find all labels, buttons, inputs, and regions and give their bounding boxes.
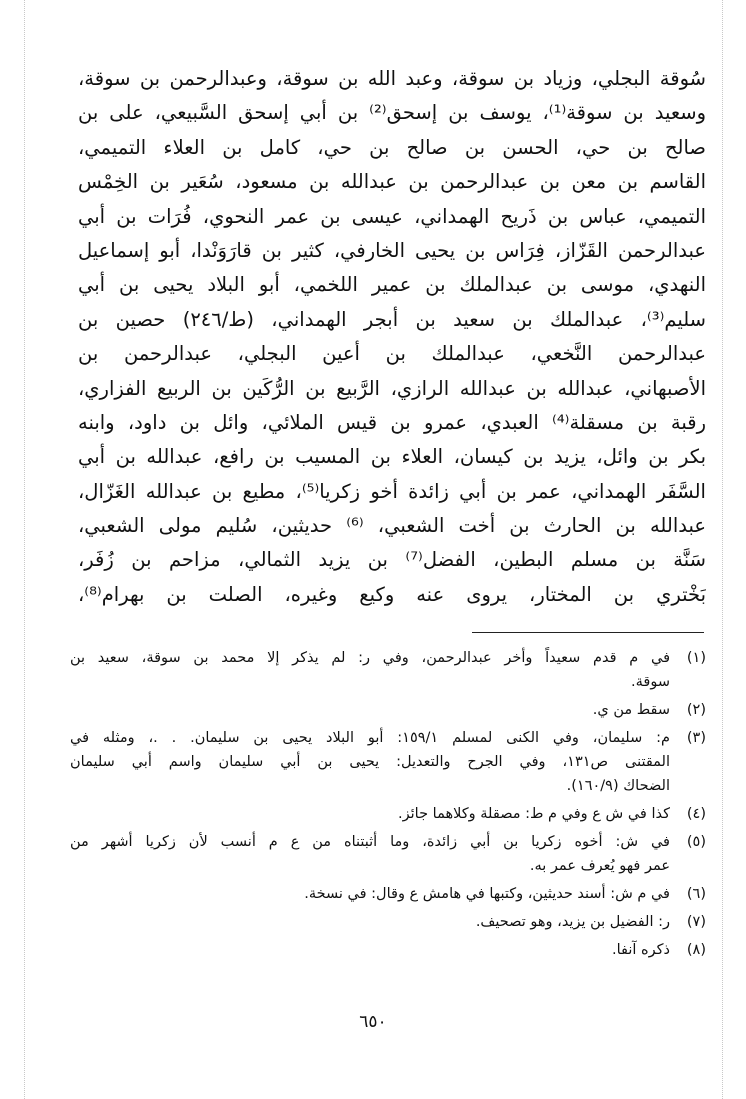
footnote-separator	[472, 632, 704, 633]
body-line-7: النهدي، موسى بن عبدالملك بن عمير اللخمي، أبو البلاد يحيى بن أبي	[78, 273, 706, 297]
footnote-line: في م ش: أسند حديثين، وكتبها في هامش ع وقال: في نسخة.	[304, 886, 670, 902]
footnote-2	[70, 698, 706, 722]
body-line-15: سَنَّة بن مسلم البطين، الفضل⁽⁷⁾ بن يزيد الثمالي، مزاحم بن زُفَر،	[78, 548, 706, 572]
body-line-2: وسعيد بن سوقة⁽¹⁾، يوسف بن إسحق⁽²⁾ بن أبي إسحق السَّبيعي، على بن	[78, 101, 706, 125]
footnote-line: كذا في ش ع وفي م ط: مصقلة وكلاهما جائز.	[398, 806, 670, 822]
footnote-line: في ش: أخوه زكريا بن أبي زائدة، وما أثبتناه من ع م أنسب لأن زكريا أشهر من	[70, 834, 670, 850]
footnote-number: (٦)	[686, 886, 706, 902]
footnote-6	[70, 882, 706, 906]
footnote-line: المقتنى ص١٣١، وفي الجرح والتعديل: يحيى بن أبي سليمان واسم أبي سليمان	[70, 754, 670, 770]
footnote-5	[70, 830, 706, 878]
footnote-number: (٣)	[686, 730, 706, 746]
body-line-3: صالح بن حي، الحسن بن صالح بن حي، كامل بن العلاء التميمي،	[78, 135, 706, 159]
footnote-line: في م قدم سعيداً وأخر عبدالرحمن، وفي ر: لم يذكر إلا محمد بن سوقة، سعيد بن	[70, 650, 670, 666]
footnote-line: سقط من ي.	[592, 702, 670, 718]
footnote-line: الضحاك (١٦٠/٩).	[566, 778, 670, 794]
scan-margin-left	[24, 0, 25, 1099]
footnote-number: (٢)	[686, 702, 706, 718]
footnote-number: (٧)	[686, 914, 706, 930]
footnote-4	[70, 802, 706, 826]
footnote-number: (٤)	[686, 806, 706, 822]
scan-margin-right	[722, 0, 723, 1099]
body-line-10: الأصبهاني، عبدالله بن عبدالله الرازي، الرَّبيع بن الرُّكَين بن الربيع الفزاري،	[78, 376, 706, 400]
body-text	[78, 62, 706, 612]
body-line-9: عبدالرحمن النَّخعي، عبدالملك بن أعين البجلي، عبدالرحمن بن	[78, 342, 706, 366]
body-line-14: عبدالله بن الحارث بن أخت الشعبي، ⁽⁶⁾ حديثين، سُليم مولى الشعبي،	[78, 514, 706, 538]
footnote-line: م: سليمان، وفي الكنى لمسلم ١٥٩/١: أبو البلاد يحيى بن سليمان. . .، ومثله في	[70, 730, 670, 746]
footnote-line: عمر فهو يُعرف عمر به.	[529, 858, 670, 874]
page-number: ٦٥٠	[359, 1012, 387, 1032]
footnote-number: (٥)	[686, 834, 706, 850]
footnote-7	[70, 910, 706, 934]
footnote-line: ذكره آنفا.	[612, 942, 670, 958]
body-line-13: السَّفَر الهمداني، عمر بن أبي زائدة أخو زكريا⁽⁵⁾، مطيع بن عبدالله الغَزّال،	[78, 479, 706, 503]
footnotes	[70, 646, 706, 966]
body-line-1: سُوقة البجلي، وزياد بن سوقة، وعبد الله بن سوقة، وعبدالرحمن بن سوقة،	[78, 67, 706, 90]
body-line-16: بَخْتري بن المختار، يروى عنه وكيع وغيره، الصلت بن بهرام⁽⁸⁾،	[78, 582, 706, 606]
body-line-6: عبدالرحمن القَزّاز، فِرَاس بن يحيى الخارفي، كثير بن قارَوَنْدا، أبو إسماعيل	[78, 238, 706, 262]
footnote-1	[70, 646, 706, 694]
footnote-number: (١)	[686, 650, 706, 666]
body-line-8: سليم⁽³⁾، عبدالملك بن سعيد بن أبجر الهمداني، (ط/٢٤٦) حصين بن	[78, 307, 706, 331]
body-line-12: بكر بن وائل، يزيد بن كيسان، العلاء بن المسيب بن رافع، عبدالله بن أبي	[78, 445, 706, 469]
footnote-line: سوقة.	[631, 674, 670, 690]
body-line-4: القاسم بن معن بن عبدالرحمن بن عبدالله بن مسعود، سُعَير بن الخِمْس	[78, 170, 706, 194]
footnote-3	[70, 726, 706, 798]
footnote-number: (٨)	[686, 942, 706, 958]
footnote-8	[70, 938, 706, 962]
body-line-11: رقبة بن مسقلة⁽⁴⁾ العبدي، عمرو بن قيس الملائي، وائل بن داود، وابنه	[78, 410, 706, 434]
footnote-line: ر: الفضيل بن يزيد، وهو تصحيف.	[475, 914, 670, 930]
body-line-5: التميمي، عباس بن ذَريح الهمداني، عيسى بن عمر النحوي، فُرَات بن أبي	[78, 204, 706, 228]
